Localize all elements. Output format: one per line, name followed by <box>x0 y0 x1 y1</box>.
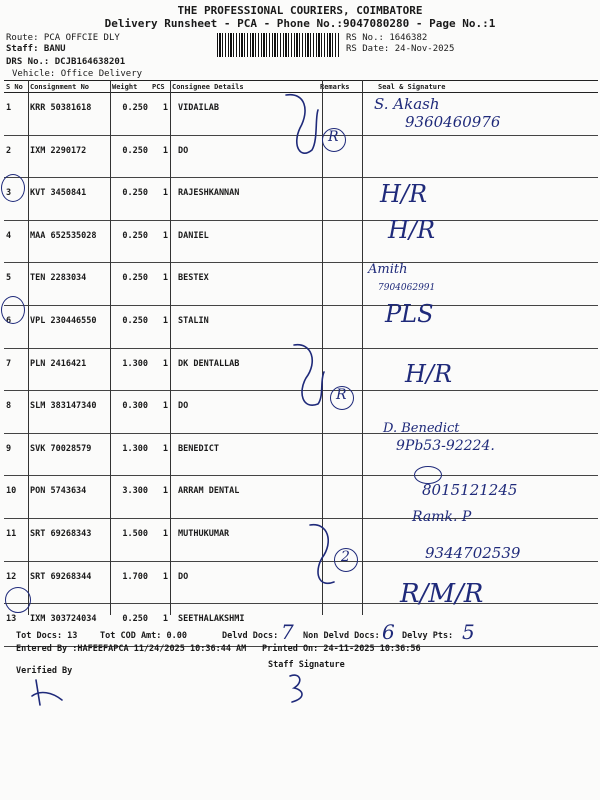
row-weight: 1.700 <box>110 561 150 604</box>
row-pcs: 1 <box>150 220 170 263</box>
handwritten-signature: S. Akash <box>374 95 440 113</box>
row-consignee: DO <box>170 561 318 604</box>
row-weight: 0.250 <box>110 178 150 221</box>
row-consignment-no: KRR 50381618 <box>28 93 110 136</box>
row-consignee: BENEDICT <box>170 433 318 476</box>
row-consignment-no: SRT 69268343 <box>28 518 110 561</box>
row-consignee: DO <box>170 391 318 434</box>
staff-label: Staff: BANU <box>6 44 66 54</box>
delivery-points-label: Delvy Pts: <box>402 631 454 641</box>
col-seal-signature: Seal & Signature <box>360 81 598 93</box>
handwritten-signature: R/M/R <box>400 579 484 609</box>
vehicle-label: Vehicle: Office Delivery <box>12 69 143 79</box>
row-consignee: ARRAM DENTAL <box>170 476 318 519</box>
row-sno: 1 <box>4 93 28 136</box>
col-pcs: PCS <box>150 81 170 93</box>
row-pcs: 1 <box>150 391 170 434</box>
row-pcs: 1 <box>150 561 170 604</box>
row-consignment-no: IXM 2290172 <box>28 135 110 178</box>
handwritten-signature: Ramk. P <box>412 509 472 525</box>
row-sno: 11 <box>4 518 28 561</box>
handwritten-phone: 9Pb53-92224. <box>396 438 495 454</box>
handwritten-hr-mark: H/R <box>388 216 436 244</box>
row-pcs: 1 <box>150 93 170 136</box>
entered-by: Entered By :HAFEEFAPCA 11/24/2025 10:36:44 AM <box>16 644 247 654</box>
row-weight: 1.300 <box>110 348 150 391</box>
row-consignee: STALIN <box>170 305 318 348</box>
row-weight: 0.250 <box>110 135 150 178</box>
handwritten-mark: 2 <box>341 549 350 565</box>
handwritten-mark: R <box>328 129 339 145</box>
row-consignment-no: MAA 652535028 <box>28 220 110 263</box>
handwritten-count: 7 <box>281 620 294 644</box>
row-consignee: MUTHUKUMAR <box>170 518 318 561</box>
non-delivered-docs-label: Non Delvd Docs: <box>303 631 380 641</box>
row-consignment-no: VPL 230446550 <box>28 305 110 348</box>
row-consignee: VIDAILAB <box>170 93 318 136</box>
row-pcs: 1 <box>150 135 170 178</box>
handwritten-hr-mark: H/R <box>380 180 428 208</box>
row-consignee: RAJESHKANNAN <box>170 178 318 221</box>
handwritten-signature: PLS <box>385 300 434 328</box>
row-pcs: 1 <box>150 178 170 221</box>
row-weight: 0.300 <box>110 391 150 434</box>
handwritten-signature: Amith <box>368 262 408 277</box>
row-sno: 9 <box>4 433 28 476</box>
ink-stroke <box>294 345 324 405</box>
row-pcs: 1 <box>150 476 170 519</box>
delivered-docs-label: Delvd Docs: <box>222 631 279 641</box>
row-weight: 0.250 <box>110 604 150 647</box>
row-pcs: 1 <box>150 348 170 391</box>
col-weight: Weight <box>110 81 150 93</box>
ink-stroke <box>286 95 318 154</box>
row-consignment-no: SRT 69268344 <box>28 561 110 604</box>
col-consignee: Consignee Details <box>170 81 318 93</box>
row-consignment-no: PON 5743634 <box>28 476 110 519</box>
row-weight: 3.300 <box>110 476 150 519</box>
row-consignment-no: IXM 303724034 <box>28 604 110 647</box>
col-remarks: Remarks <box>318 81 360 93</box>
row-consignment-no: PLN 2416421 <box>28 348 110 391</box>
handwritten-mark: R <box>336 387 347 403</box>
row-weight: 1.500 <box>110 518 150 561</box>
row-consignee: DANIEL <box>170 220 318 263</box>
row-consignment-no: SLM 383147340 <box>28 391 110 434</box>
row-consignee: DK DENTALLAB <box>170 348 318 391</box>
row-sno: 10 <box>4 476 28 519</box>
ink-stroke <box>290 675 302 702</box>
row-sno: 2 <box>4 135 28 178</box>
row-weight: 0.250 <box>110 305 150 348</box>
row-consignee: BESTEX <box>170 263 318 306</box>
row-pcs: 1 <box>150 263 170 306</box>
total-cod-amount: Tot COD Amt: 0.00 <box>100 631 187 641</box>
staff-signature-label: Staff Signature <box>268 660 345 670</box>
runsheet-subtitle: Delivery Runsheet - PCA - Phone No.:9047080280 - Page No.:1 <box>104 17 496 30</box>
row-consignment-no: SVK 70028579 <box>28 433 110 476</box>
company-title: THE PROFESSIONAL COURIERS, COIMBATORE <box>177 4 423 17</box>
verified-by-label: Verified By <box>16 666 73 676</box>
row-sno: 6 <box>4 305 28 348</box>
row-consignee: SEETHALAKSHMI <box>170 604 318 647</box>
row-consignment-no: KVT 3450841 <box>28 178 110 221</box>
handwritten-count: 5 <box>462 620 475 644</box>
ink-stroke <box>32 680 62 705</box>
row-consignment-no: TEN 2283034 <box>28 263 110 306</box>
route-label: Route: PCA OFFCIE DLY <box>6 33 120 43</box>
handwritten-count: 6 <box>382 620 395 644</box>
row-weight: 0.250 <box>110 263 150 306</box>
printed-on: Printed On: 24-11-2025 10:36:56 <box>262 644 421 654</box>
row-sno: 13 <box>4 604 28 647</box>
row-sno: 4 <box>4 220 28 263</box>
rs-number: RS No.: 1646382 <box>346 33 428 43</box>
row-pcs: 1 <box>150 433 170 476</box>
handwritten-phone: 7904062991 <box>378 283 436 293</box>
row-sno: 8 <box>4 391 28 434</box>
handwritten-signature: D. Benedict <box>383 421 460 436</box>
ink-stroke <box>310 525 334 584</box>
row-sno: 3 <box>4 178 28 221</box>
handwritten-phone: 8015121245 <box>422 481 518 499</box>
row-sno: 7 <box>4 348 28 391</box>
handwritten-phone: 9344702539 <box>425 544 521 562</box>
row-weight: 1.300 <box>110 433 150 476</box>
row-pcs: 1 <box>150 604 170 647</box>
total-docs: Tot Docs: 13 <box>16 631 78 641</box>
row-sno: 5 <box>4 263 28 306</box>
rs-date: RS Date: 24-Nov-2025 <box>346 44 455 54</box>
col-sno: S No <box>4 81 28 93</box>
row-consignee: DO <box>170 135 318 178</box>
row-pcs: 1 <box>150 305 170 348</box>
row-weight: 0.250 <box>110 93 150 136</box>
handwritten-phone: 9360460976 <box>405 113 501 131</box>
row-pcs: 1 <box>150 518 170 561</box>
drs-number: DRS No.: DCJB164638201 <box>6 57 126 67</box>
col-consignment: Consignment No <box>28 81 110 93</box>
row-sno: 12 <box>4 561 28 604</box>
handwritten-hr-mark: H/R <box>405 360 453 388</box>
row-weight: 0.250 <box>110 220 150 263</box>
